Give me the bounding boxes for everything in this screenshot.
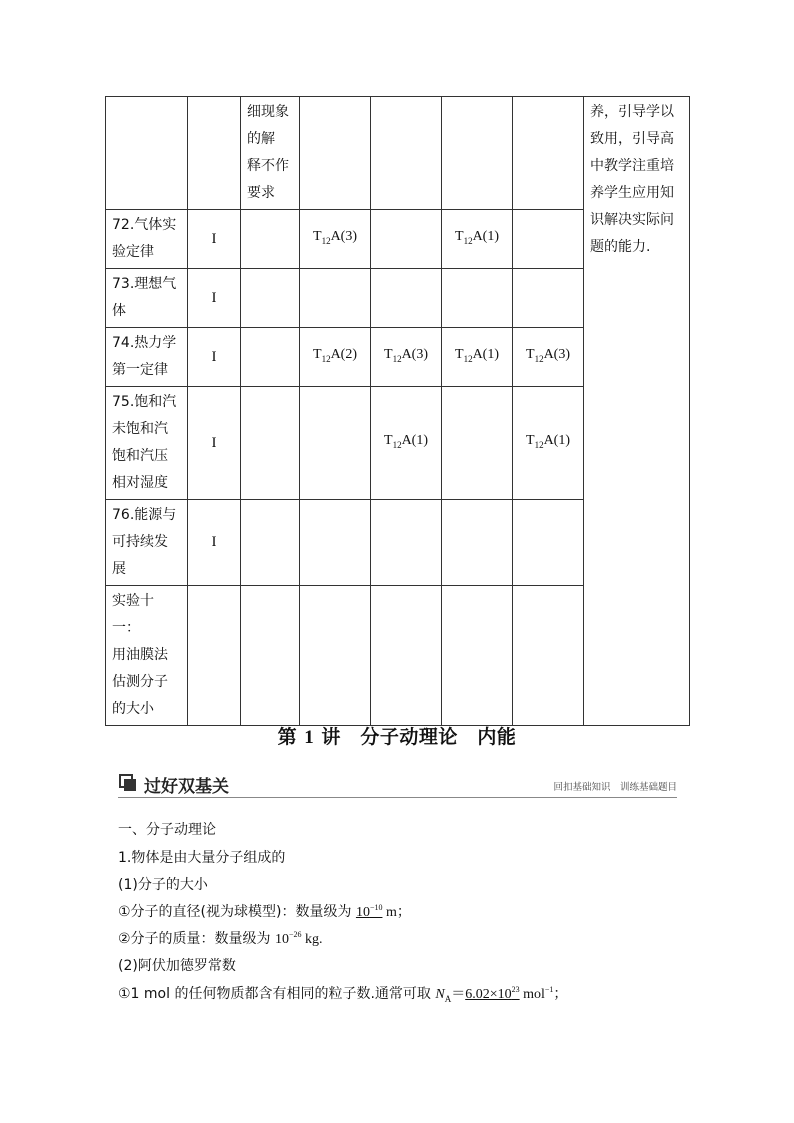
level-cell (188, 586, 241, 726)
topic-cell (106, 500, 188, 586)
exam-cell (513, 328, 584, 387)
exam-cell (442, 269, 513, 328)
exam-cell (371, 97, 442, 210)
banner-subtitle: 回扣基础知识 训练基础题目 (553, 782, 677, 793)
exam-cell (300, 586, 371, 726)
exam-cell (513, 387, 584, 500)
level-cell: I (188, 500, 241, 586)
topic-cell (106, 387, 188, 500)
remark-line: 释不作 (247, 158, 289, 174)
exam-reference: $T_{12}A(1)$ (384, 433, 428, 450)
exam-cell (513, 97, 584, 210)
exam-cell (300, 328, 371, 387)
stacked-squares-icon (119, 774, 137, 792)
exam-cell (513, 269, 584, 328)
exam-cell (513, 500, 584, 586)
section-heading: 一、分子动理论 (118, 822, 216, 838)
section-banner (118, 771, 677, 798)
topic-cell (106, 97, 188, 210)
level-cell (188, 97, 241, 210)
note-line: 养，引导学以 (590, 104, 674, 120)
topic-line: 相对湿度 (112, 475, 168, 491)
exam-reference: $T_{12}A(1)$ (455, 347, 499, 364)
remark-line: 的解 (247, 131, 275, 147)
table-row (106, 97, 690, 210)
note-line: 中教学注重培 (590, 158, 674, 174)
remark-cell (241, 269, 300, 328)
item-1-1-heading: (1)分子的大小 (118, 877, 208, 893)
exam-reference: $T_{12}A(1)$ (455, 229, 499, 246)
exam-cell (300, 500, 371, 586)
note-line: 致用，引导高 (590, 131, 674, 147)
remark-line: 要求 (247, 185, 275, 201)
topic-line: 可持续发 (112, 534, 168, 550)
note-line: 养学生应用知 (590, 185, 674, 201)
exam-reference: $T_{12}A(3)$ (526, 347, 570, 364)
exam-cell (513, 586, 584, 726)
exam-cell (300, 210, 371, 269)
exam-reference: $T_{12}A(3)$ (384, 347, 428, 364)
note-line: 识解决实际问 (590, 212, 674, 228)
exam-cell (442, 210, 513, 269)
exam-cell (300, 387, 371, 500)
exam-reference: $T_{12}A(2)$ (313, 347, 357, 364)
exam-cell (442, 387, 513, 500)
level-cell: I (188, 269, 241, 328)
exam-cell (371, 586, 442, 726)
exam-cell (513, 210, 584, 269)
topic-line: 用油膜法 (112, 647, 168, 663)
topic-line: 74.热力学 (112, 335, 177, 351)
note-cell (584, 97, 690, 726)
remark-cell (241, 210, 300, 269)
exam-cell (442, 586, 513, 726)
topic-line: 实验十一： (112, 593, 154, 636)
note-line: 题的能力. (590, 239, 651, 255)
avogadro-answer: $6.02\times 10^{23}$ (465, 985, 520, 1002)
topic-line: 估测分子 (112, 674, 168, 690)
exam-cell (442, 328, 513, 387)
exam-cell (371, 328, 442, 387)
exam-cell (371, 269, 442, 328)
lecture-title: 第 1 讲 分子动理论 内能 (277, 726, 517, 748)
topic-cell (106, 328, 188, 387)
topic-line: 未饱和汽 (112, 421, 168, 437)
topic-line: 验定律 (112, 244, 154, 260)
exam-reference: $T_{12}A(1)$ (526, 433, 570, 450)
level-cell: I (188, 387, 241, 500)
exam-cell (371, 500, 442, 586)
exam-reference: $T_{12}A(3)$ (313, 229, 357, 246)
item-1-heading: 1.物体是由大量分子组成的 (118, 850, 286, 866)
exam-cell (442, 500, 513, 586)
avogadro-line: ①1 mol 的任何物质都含有相同的粒子数.通常可取 $N_A=6.02\times 10^{23}$ mol$^{-1}$； (118, 985, 568, 1004)
curriculum-table (105, 96, 690, 726)
exam-cell (371, 210, 442, 269)
topic-line: 73.理想气 (112, 276, 177, 292)
remark-cell (241, 387, 300, 500)
item-1-2-heading: (2)阿伏加德罗常数 (118, 958, 236, 974)
topic-line: 的大小 (112, 701, 154, 717)
exam-cell (371, 387, 442, 500)
topic-cell (106, 269, 188, 328)
topic-line: 76.能源与 (112, 507, 177, 523)
remark-cell (241, 328, 300, 387)
topic-cell (106, 210, 188, 269)
level-cell: I (188, 210, 241, 269)
exam-cell (300, 97, 371, 210)
remark-cell (241, 97, 300, 210)
exam-cell (300, 269, 371, 328)
topic-line: 展 (112, 561, 126, 577)
mass-line: ②分子的质量：数量级为 $10^{-26}$ kg. (118, 930, 323, 947)
banner-title: 过好双基关 (144, 777, 229, 797)
exam-cell (442, 97, 513, 210)
topic-line: 体 (112, 303, 126, 319)
topic-line: 72.气体实 (112, 217, 177, 233)
topic-line: 饱和汽压 (112, 448, 168, 464)
topic-line: 第一定律 (112, 362, 168, 378)
topic-cell (106, 586, 188, 726)
remark-cell (241, 586, 300, 726)
topic-line: 75.饱和汽 (112, 394, 177, 410)
remark-cell (241, 500, 300, 586)
diameter-answer: $10^{-10}$ (355, 903, 383, 920)
remark-line: 细现象 (247, 104, 289, 120)
level-cell: I (188, 328, 241, 387)
diameter-line: ①分子的直径(视为球模型)：数量级为 $10^{-10}$ m； (118, 903, 411, 920)
